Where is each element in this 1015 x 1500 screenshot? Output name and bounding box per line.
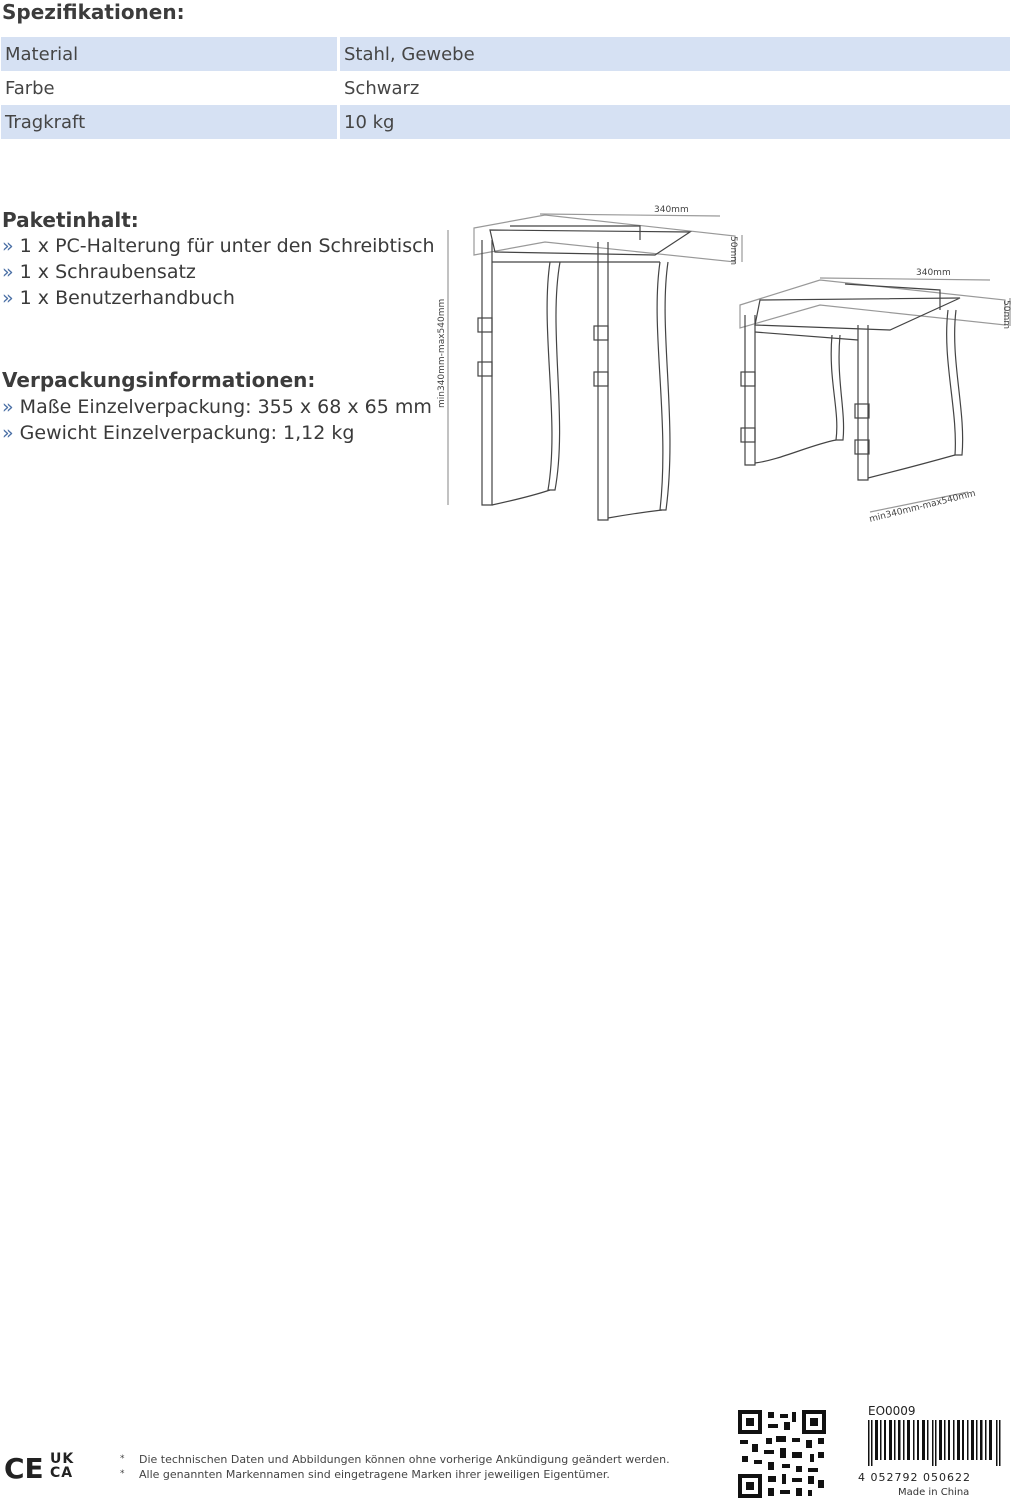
depth-label: 50mm (1001, 300, 1011, 329)
footer-notes (120, 1452, 670, 1482)
buckle (741, 372, 755, 386)
mount-frame (490, 230, 690, 255)
buckle (855, 404, 869, 418)
width-label: 340mm (654, 205, 689, 215)
strap-bottom-left (492, 490, 550, 505)
spec-label: Tragkraft (1, 105, 340, 139)
buckle (594, 326, 608, 340)
depth-label: 50mm (728, 236, 738, 265)
strap-right-back (947, 310, 963, 455)
made-in-label: Made in China (898, 1487, 970, 1498)
drawing-right (740, 278, 1010, 512)
qr-code (738, 1410, 826, 1498)
ukca-top: UK (50, 1451, 75, 1467)
strap-right-back (657, 262, 670, 510)
list-item: » Gewicht Einzelverpackung: 1,12 kg (2, 420, 432, 446)
ukca-mark (50, 1452, 74, 1480)
range-label: min340mm-max540mm (868, 488, 977, 525)
ce-mark: CE (4, 1452, 44, 1485)
desk-plate (474, 215, 735, 262)
barcode-block (858, 1404, 1008, 1498)
strap-bottom-right (608, 510, 662, 518)
mount-rail (510, 226, 640, 240)
desk-plate (740, 280, 1005, 328)
strap-right-front (598, 242, 608, 520)
footer-note: * Die technischen Daten und Abbildungen können ohne vorherige Ankündigung geändert werden. (120, 1452, 670, 1467)
barcode-digits: 4 052792 050622 (858, 1471, 971, 1484)
height-label: min340mm-max540mm (437, 298, 447, 408)
product-drawings (0, 0, 1015, 560)
list-item: » 1 x Benutzerhandbuch (2, 285, 435, 311)
buckle (594, 372, 608, 386)
dimension-line (540, 214, 720, 216)
spec-value: 10 kg (340, 105, 1010, 139)
spec-label: Material (1, 37, 340, 71)
list-item: » 1 x Schraubensatz (2, 259, 435, 285)
strap-left-front (482, 240, 492, 505)
buckle (478, 318, 492, 332)
package-heading: Paketinhalt: (2, 208, 139, 232)
list-item: » Maße Einzelverpackung: 355 x 68 x 65 mm (2, 394, 432, 420)
buckle (741, 428, 755, 442)
dimension-line (820, 278, 990, 280)
buckle (478, 362, 492, 376)
footer-note: * Alle genannten Markennamen sind eingetragene Marken ihrer jeweiligen Eigentümer. (120, 1467, 670, 1482)
width-label: 340mm (916, 268, 951, 278)
strap-left-back (547, 262, 560, 490)
packaging-heading: Verpackungsinformationen: (2, 368, 316, 392)
strap-right-front (858, 325, 868, 480)
list-item: » 1 x PC-Halterung für unter den Schreibtisch (2, 233, 435, 259)
spec-value: Stahl, Gewebe (340, 37, 1010, 71)
buckle (855, 440, 869, 454)
spec-label: Farbe (1, 71, 340, 105)
product-code: EO0009 (868, 1404, 916, 1418)
spec-heading: Spezifikationen: (2, 0, 185, 24)
strap-bottom-left (755, 440, 836, 463)
drawing-left (448, 214, 742, 520)
strap-bottom-right (868, 455, 955, 478)
spec-value: Schwarz (344, 77, 420, 99)
ukca-bottom: CA (50, 1465, 74, 1481)
barcode (866, 1420, 1006, 1466)
crossbar (755, 332, 858, 340)
strap-left-back (831, 335, 843, 440)
